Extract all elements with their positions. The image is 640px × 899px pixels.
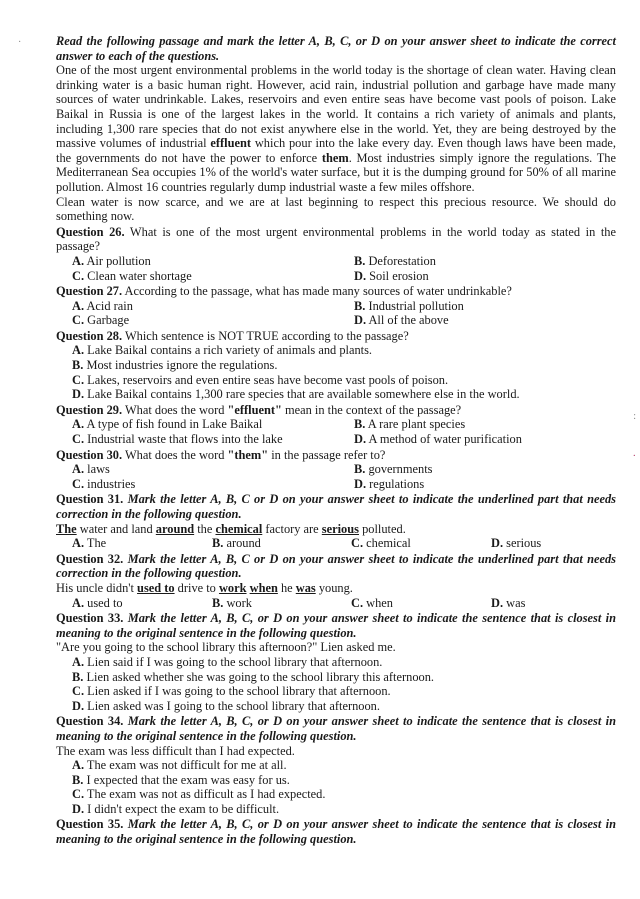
- option-b[interactable]: B. I expected that the exam was easy for us.: [72, 772, 290, 787]
- scan-mark: :: [633, 411, 636, 422]
- option-c[interactable]: C. Garbage: [72, 313, 130, 328]
- keyword-effluent: effluent: [210, 136, 252, 151]
- question-28: Question 28. Which sentence is NOT TRUE according to the passage?: [56, 328, 409, 343]
- question-29-options: [56, 417, 616, 446]
- option-b[interactable]: B. A rare plant species: [354, 417, 466, 432]
- option-d[interactable]: D. serious: [491, 536, 542, 551]
- option-a[interactable]: A. used to: [72, 595, 123, 610]
- question-31-options: [56, 536, 616, 551]
- option-d[interactable]: D. Lake Baikal contains 1,300 rare species that are available somewhere else in the world.: [72, 387, 520, 402]
- option-c[interactable]: C. chemical: [351, 536, 411, 551]
- passage-paragraph-1: One of the most urgent environmental problems in the world today is the shortage of clean water. Having clean drinking water is a basic human right. However, acid rain, industrial pollution and garbage have made many sources of water undrinkable. Lakes, reservoirs and even entire seas have become vast pools of poison. Lake Baikal in Russia is one of the largest lakes in the world. It contains a rich variety of animals and plants, including 1,300 rare species that do not exist anywhere else in the world. Yet, they are being destroyed by the massive volumes of industrial effluent which pour into the lake every day. Even though laws have been made, the governments do not have the power to enforce them. Most industries simply ignore the regulations. The Mediterranean Sea occupies 1% of the world's water surface, but it is the dumping ground for 50% of all marine pollution. Almost 16 countries regularly dump industrial waste a few miles offshore.: [56, 63, 616, 194]
- option-c[interactable]: C. when: [351, 595, 393, 610]
- question-34: Question 34. Mark the letter A, B, C, or D on your answer sheet to indicate the sentence that is closest in meaning to the original sentence in the following question.: [56, 714, 616, 743]
- option-a[interactable]: A. Lien said if I was going to the school library that afternoon.: [72, 654, 383, 669]
- option-b[interactable]: B. Industrial pollution: [354, 298, 464, 313]
- keyword-them: them: [321, 150, 349, 165]
- option-c[interactable]: C. The exam was not as difficult as I had expected.: [72, 787, 326, 802]
- option-c[interactable]: C. Lakes, reservoirs and even entire seas have become vast pools of poison.: [72, 372, 449, 387]
- question-31: Question 31. Mark the letter A, B, C or D on your answer sheet to indicate the underlined part that needs correction in the following question.: [56, 492, 617, 521]
- option-b[interactable]: B. around: [212, 536, 261, 551]
- option-c[interactable]: C. Lien asked if I was going to the school library that afternoon.: [72, 684, 391, 699]
- question-28-options: [56, 343, 616, 401]
- question-26-options: [56, 254, 616, 283]
- option-c[interactable]: C. industries: [72, 476, 136, 491]
- option-d[interactable]: D. Soil erosion: [354, 268, 429, 283]
- option-a[interactable]: A. laws: [72, 462, 110, 477]
- scan-mark: ·: [632, 451, 636, 462]
- question-33-options: [56, 655, 616, 713]
- option-d[interactable]: D. Lien asked was I going to the school library that afternoon.: [72, 698, 380, 713]
- question-32-options: [56, 596, 616, 611]
- option-a[interactable]: A. The: [72, 536, 107, 551]
- question-32: Question 32. Mark the letter A, B, C or D on your answer sheet to indicate the underlined part that needs correction in the following question.: [56, 551, 617, 581]
- question-26: Question 26. What is one of the most urgent environmental problems in the world today as stated in the passage?: [56, 224, 616, 254]
- question-32-sentence: His uncle didn't used to drive to work when he was young.: [56, 580, 353, 595]
- question-30: Question 30. What does the word "them" in the passage refer to?: [56, 447, 386, 462]
- option-d[interactable]: D. All of the above: [354, 313, 449, 328]
- option-b[interactable]: B. work: [212, 595, 252, 610]
- option-d[interactable]: D. regulations: [354, 476, 425, 491]
- question-35: Question 35. Mark the letter A, B, C, or D on your answer sheet to indicate the sentence that is closest in meaning to the original sentence in the following question.: [56, 817, 616, 847]
- question-33-stem: "Are you going to the school library this afternoon?" Lien asked me.: [56, 640, 396, 655]
- option-d[interactable]: D. I didn't expect the exam to be difficult.: [72, 801, 280, 816]
- option-a[interactable]: A. Lake Baikal contains a rich variety of animals and plants.: [72, 343, 373, 358]
- question-33: Question 33. Mark the letter A, B, C, or D on your answer sheet to indicate the sentence that is closest in meaning to the original sentence in the following question.: [56, 611, 616, 640]
- question-27: Question 27. According to the passage, what has made many sources of water undrinkable?: [56, 284, 512, 299]
- passage-paragraph-2: Clean water is now scarce, and we are at last beginning to respect this precious resource. We should do something now.: [56, 194, 616, 224]
- question-34-options: [56, 758, 616, 816]
- option-c[interactable]: C. Industrial waste that flows into the lake: [72, 432, 283, 447]
- option-b[interactable]: B. Most industries ignore the regulations.: [72, 358, 278, 373]
- scan-mark: ·: [18, 37, 22, 48]
- option-d[interactable]: D. was: [491, 595, 526, 610]
- option-d[interactable]: D. A method of water purification: [354, 432, 522, 447]
- option-b[interactable]: B. governments: [354, 462, 433, 477]
- option-a[interactable]: A. A type of fish found in Lake Baikal: [72, 417, 263, 432]
- question-27-options: [56, 299, 616, 328]
- option-b[interactable]: B. Deforestation: [354, 253, 436, 268]
- option-a[interactable]: A. The exam was not difficult for me at all.: [72, 758, 287, 773]
- question-31-sentence: The water and land around the chemical factory are serious polluted.: [56, 521, 406, 536]
- passage-instruction: Read the following passage and mark the letter A, B, C, or D on your answer sheet to indicate the correct answer to each of the questions.: [56, 34, 616, 63]
- question-29: Question 29. What does the word "effluent" mean in the context of the passage?: [56, 402, 462, 417]
- option-b[interactable]: B. Lien asked whether she was going to the school library this afternoon.: [72, 669, 435, 684]
- question-30-options: [56, 462, 616, 491]
- option-a[interactable]: A. Air pollution: [72, 253, 151, 268]
- option-c[interactable]: C. Clean water shortage: [72, 268, 192, 283]
- option-a[interactable]: A. Acid rain: [72, 298, 133, 313]
- question-34-stem: The exam was less difficult than I had expected.: [56, 743, 295, 758]
